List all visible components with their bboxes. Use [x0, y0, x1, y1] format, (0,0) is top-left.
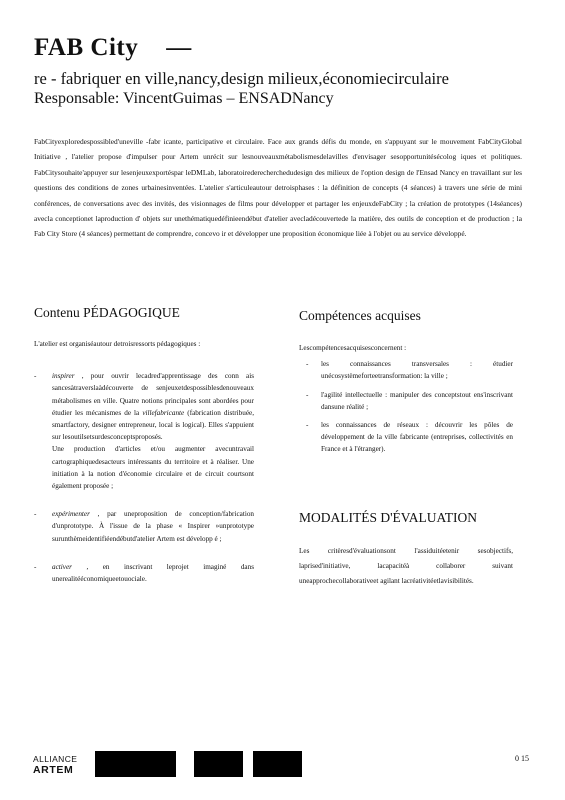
item-keyword: expérimenter	[52, 510, 90, 519]
item-emphasis: villefabricante	[142, 408, 185, 417]
bullet: -	[34, 372, 37, 381]
item-line: , par uneproposition de conception/fabrication d'unprototype. À l'issue de la phase « Inspirer »unprototype surunthèmeidentifiéendébutd'atelier Artem est développ é ;	[52, 510, 255, 543]
competences-list	[299, 358, 513, 455]
logo-block	[95, 751, 176, 777]
list-item: - les connaissances transversales : étudier unécosystèmeforteetransformation: la ville ;	[306, 360, 513, 381]
item-keyword: inspirer	[52, 372, 75, 381]
page-title	[34, 34, 192, 62]
alliance-artem-logo	[33, 754, 77, 776]
contenu-heading: Contenu PÉDAGOGIQUE	[34, 305, 180, 320]
bullet: -	[34, 510, 37, 519]
contenu-item-experimenter	[34, 508, 254, 545]
contenu-item-text	[52, 508, 254, 545]
competences-heading: Compétences acquises	[299, 308, 421, 323]
page-number: 0 15	[515, 754, 529, 763]
item-line: (fabrication distribuée, smartfactory, designer entrepreneur, local is logical). Elles s'appuient sur lesoutilsetsurdesconceptsproposés.	[52, 408, 255, 442]
contenu-item-text	[52, 561, 254, 585]
contenu-column	[34, 338, 254, 585]
evaluation-paragraph: Les critèresd'évaluationsont l'assiduitéetenir sesobjectifs, laprised'initiative, lacapacitéà collaborer suivant uneapprochecollaborativeet agilant lacréativitéetlavisibilités.	[299, 547, 513, 586]
contenu-item-inspirer	[34, 370, 254, 492]
list-item: - les connaissances de réseaux : découvrir les pôles de développement de la ville fabricante (entreprises, collectivités en France et à l'étranger).	[306, 421, 513, 454]
title-dash: —	[166, 34, 192, 61]
contenu-intro: L'atelier est organiséautour detroisressorts pédagogiques :	[34, 340, 201, 348]
contenu-item-text	[52, 370, 254, 443]
competences-column	[299, 342, 513, 462]
competences-lead: Lescompétencesacquisesconcernent :	[299, 344, 407, 352]
logo-block	[194, 751, 243, 777]
logo-block	[253, 751, 302, 777]
intro-paragraph: FabCityexploredespossibled'uneville -fabr icante, participative et circulaire. Face aux grands défis du monde, en s'appuyant sur le mouvement FabCityGlobal Initiative , l'atelier propose d'impulser pour Artem unrécit sur lesnouveauxmétabolismesdelavilles d'envisager sesopportunitésécolog iques et politiques. FabCitysouhaite'appuyer sur lesenjeuxexportéspar leDMLab, laboratoirederecherchedudesign des milieux de l'option design de l'Ensad Nancy en travaillant sur les questions des conditions de zones urbainesinventées. L'atelier s'articuleautour detroisphases : la définition de concepts (4 séances) à travers une série de mini conférences, de conversations avec des invités, des visionnages de films pour développer et partager les enjeuxdeFabCity ; la création de prototypes (14séances) avecla conceptionet laproduction d' objets sur unethématiquedéfinieendébut d'atelier avecladécouvertede la matière, des outils de conception et de production ; la Fab City Store (4 séances) permettant de comprendre, concevo ir et développer une proposition économique liée à l'objet ou au service développé.	[34, 137, 522, 239]
logo-line-2: ARTEM	[33, 764, 74, 776]
item-line: , en inscrivant leprojet imaginé dans unerealitééconomiqueetouociale.	[52, 562, 255, 584]
contenu-item-activer	[34, 561, 254, 585]
contenu-item-text: Une production d'articles et/ou augmenter avecuntravail cartographiquedesacteurs intéressants du territoire et à réaliser. Une initiation à la notion d'économie circulaire et de circuit courtsont également proposée ;	[52, 445, 254, 491]
logo-line-1: ALLIANCE	[33, 754, 78, 764]
evaluation-heading: MODALITÉS D'ÉVALUATION	[299, 510, 478, 525]
page-subtitle: re - fabriquer en ville,nancy,design milieux,économiecirculaire	[34, 69, 449, 88]
bullet: -	[34, 562, 37, 571]
list-item: - l'agilité intellectuelle : manipuler des conceptstout ens'inscrivant dansune réalité ;	[306, 390, 513, 411]
item-line: , pour ouvrir lecadred'apprentissage des conn ais sancesàtraverslaàdécouverte de senjeuxetdespossiblesdenouveaux métabolismes en ville. Quatre notions principales sont abordées pour étudier les mécanismes de la	[52, 372, 255, 417]
title-text: FAB City	[34, 34, 139, 61]
responsable-line: Responsable: VincentGuimas – ENSADNancy	[34, 90, 334, 107]
item-keyword: activer	[52, 562, 72, 571]
